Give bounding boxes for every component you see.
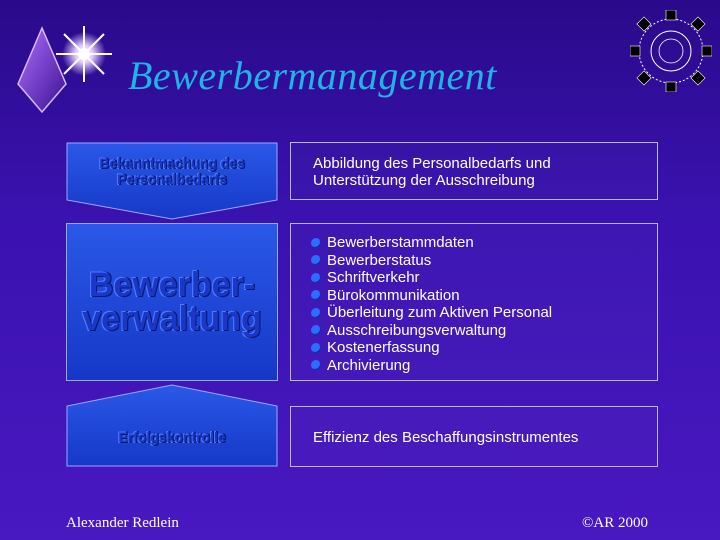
list-item: Schriftverkehr xyxy=(311,269,552,287)
list-item: Kostenerfassung xyxy=(311,339,552,357)
star-logo-icon xyxy=(14,14,124,124)
success-control-text: Effizienz des Beschaffungsinstrumentes xyxy=(313,429,579,446)
bullet-icon xyxy=(311,273,321,283)
list-item: Bewerberstammdaten xyxy=(311,234,552,252)
bullet-icon xyxy=(311,343,321,353)
list-item: Ausschreibungsverwaltung xyxy=(311,322,552,340)
list-item: Überleitung zum Aktiven Personal xyxy=(311,304,552,322)
applicant-management-list-box xyxy=(290,223,658,381)
bullet-icon xyxy=(311,308,321,318)
footer-author: Alexander Redlein xyxy=(66,515,179,531)
list-item: Archivierung xyxy=(311,357,552,375)
bullet-icon xyxy=(311,255,321,265)
row-label-announcement: Bekanntmachung des Personalbedarfs xyxy=(99,155,245,187)
bullet-icon xyxy=(311,290,321,300)
bullet-icon xyxy=(311,360,321,370)
footer-copyright: ©AR 2000 xyxy=(582,515,648,531)
announcement-text: Abbildung des Personalbedarfs und Unterstützung der Ausschreibung xyxy=(313,155,551,189)
list-item: Bewerberstatus xyxy=(311,252,552,270)
row-label-success-control: Erfolgskontrolle xyxy=(118,428,226,445)
list-item: Bürokommunikation xyxy=(311,287,552,305)
row-description-announcement xyxy=(290,142,658,200)
bullet-icon xyxy=(311,238,321,248)
row-description-success-control xyxy=(290,406,658,467)
slide-title: Bewerbermanagement xyxy=(128,53,497,98)
seal-icon xyxy=(630,10,712,92)
feature-list xyxy=(311,234,552,374)
bullet-icon xyxy=(311,325,321,335)
row-label-applicant-management: Bewerber-verwaltung xyxy=(66,223,278,381)
